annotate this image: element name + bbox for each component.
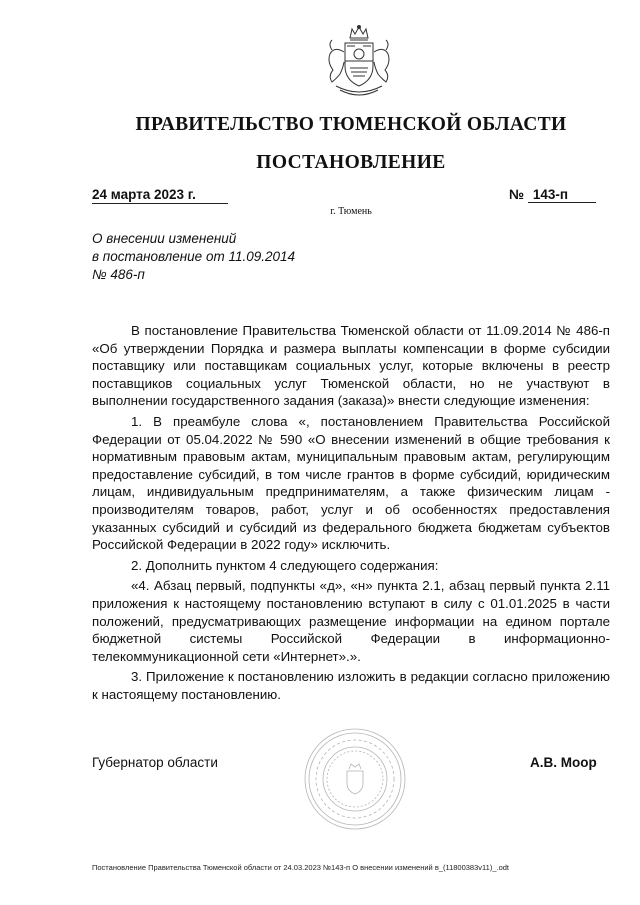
body-paragraph: 2. Дополнить пунктом 4 следующего содержания: [131,557,439,573]
signature-name: А.В. Моор [530,755,597,770]
number-value: 143-п [528,187,596,203]
document-type-heading: ПОСТАНОВЛЕНИЕ [256,152,446,173]
city-label: г. Тюмень [330,206,372,217]
subject-line: в постановление от 11.09.2014 [92,249,296,264]
file-footer: Постановление Правительства Тюменской области от 24.03.2023 №143-п О внесении изменений в_(11800383v11)_.odt [92,863,509,872]
subject-line: № 486-п [92,267,145,282]
official-seal-icon [303,727,407,831]
body-paragraph: 3. Приложение к постановлению изложить в редакции согласно приложению к настоящему постановлению. [92,669,610,702]
document-date: 24 марта 2023 г. [92,187,228,204]
signature-title: Губернатор области [92,755,218,770]
document-number [509,187,596,203]
subject-line: О внесении изменений [92,231,237,246]
body-paragraph: В постановление Правительства Тюменской области от 11.09.2014 № 486-п «Об утверждении Порядка и размера выплаты компенсации в форме субсидии поставщику или поставщикам социальных услуг, которые включены в реестр поставщиков социальных услуг Тюменской области, но не участвуют в выполнении государственного задания (заказа)» внести следующие изменения: [92,323,610,409]
body-paragraph: 1. В преамбуле слова «, постановлением Правительства Российской Федерации от 05.04.2022 № 590 «О внесении изменений в общие требования к нормативным правовым актам, муниципальным правовым актам, регулирующим предоставление субсидий, в том числе грантов в форме субсидий, юридическим лицам, индивидуальным предпринимателям, а также физическим лицам - производителям товаров, работ, услуг и об особенностях предоставления указанных субсидий и субсидий из федерального бюджета бюджетам субъектов Российской Федерации в 2022 году» исключить. [92,413,610,553]
number-sign: № [509,187,525,202]
document-subject [92,230,352,284]
coat-of-arms-icon [314,24,404,104]
government-title: ПРАВИТЕЛЬСТВО ТЮМЕНСКОЙ ОБЛАСТИ [135,114,567,135]
document-body [92,322,610,706]
body-paragraph: «4. Абзац первый, подпункты «д», «н» пункта 2.1, абзац первый пункта 2.11 приложения к настоящему постановлению вступают в силу с 01.01.2025 в части положений, предусматривающих размещение информации на едином портале бюджетной системы Российской Федерации в информационно-телекоммуникационной сети «Интернет».». [92,578,610,664]
